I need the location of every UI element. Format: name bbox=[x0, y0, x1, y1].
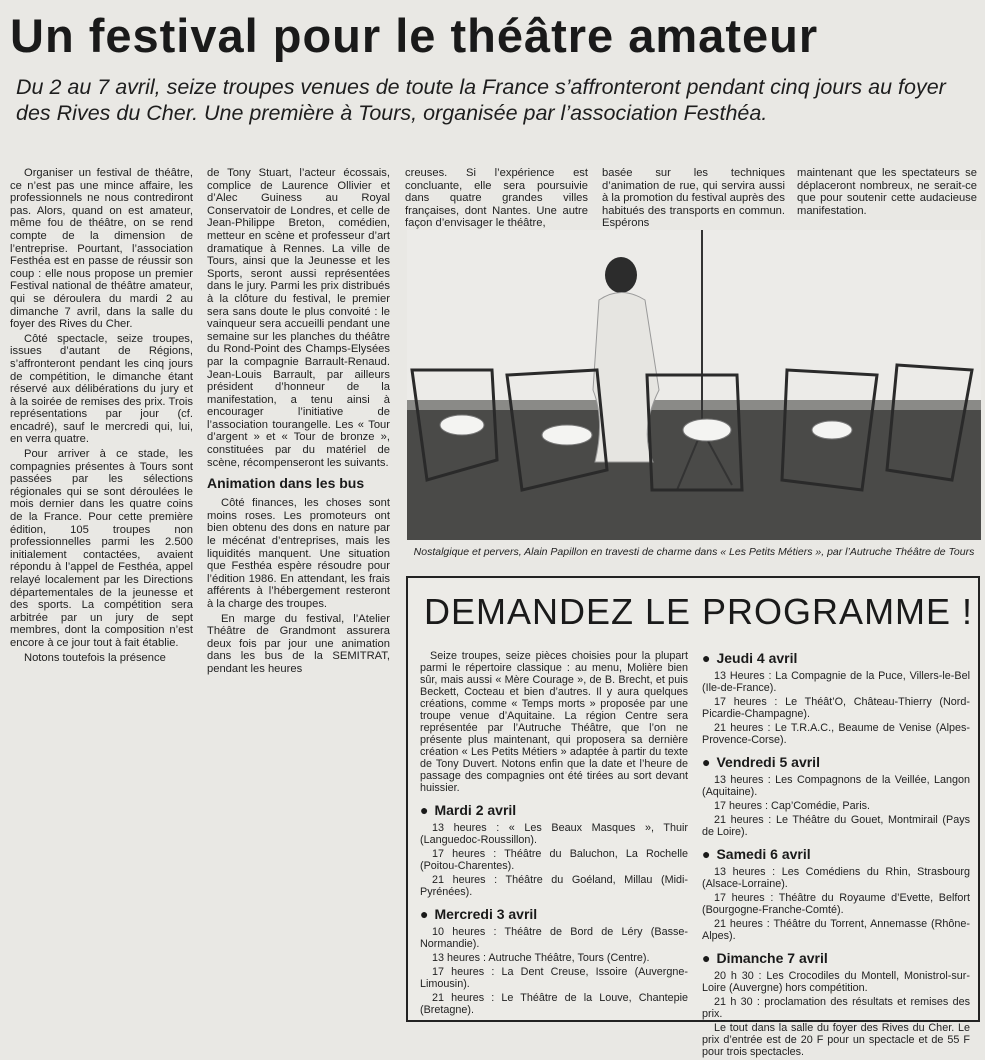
paragraph: Côté finances, les choses sont moins roses. Les promoteurs ont bien obtenu des dons en nature par le mécénat d’entreprises, mais les liquidités manquent. Une situation que Festhéa espère résoudre pour l’édition 1986. En attendant, les frais afférents à l’hébergement resteront à la charge des troupes. bbox=[207, 497, 390, 610]
schedule-slot: 10 heures : Théâtre de Bord de Léry (Basse-Normandie). bbox=[420, 926, 688, 950]
programme-column-right bbox=[702, 650, 970, 1060]
bullet-icon: ● bbox=[420, 906, 429, 922]
article-column-4 bbox=[602, 167, 785, 232]
schedule-slot: 13 heures : « Les Beaux Masques », Thuir (Languedoc-Roussillon). bbox=[420, 822, 688, 846]
schedule-slot: 13 heures : Les Comédiens du Rhin, Strasbourg (Alsace-Lorraine). bbox=[702, 866, 970, 890]
schedule-slot: 13 heures : Les Compagnons de la Veillée, Langon (Aquitaine). bbox=[702, 774, 970, 798]
day-label: Mardi 2 avril bbox=[434, 802, 517, 818]
programme-intro bbox=[420, 650, 688, 794]
article-column-3 bbox=[405, 167, 588, 232]
article-column-1 bbox=[10, 167, 193, 666]
schedule-slot: 21 heures : Théâtre du Goéland, Millau (Midi-Pyrénées). bbox=[420, 874, 688, 898]
paragraph: Organiser un festival de théâtre, ce n’est pas une mince affaire, les professionnels ne nous contrediront pas. Alors, quand on est amateur, même fou de théâtre, on se rend compte de la dimension de l’entreprise. Pourtant, l’association Festhéa est en passe de réussir son coup : elle nous propose un premier Festival national de théâtre amateur, qui se déroulera du mardi 2 au dimanche 7 avril, dans la salle du foyer des Rives du Cher. bbox=[10, 167, 193, 331]
day-label: Vendredi 5 avril bbox=[716, 754, 820, 770]
bullet-icon: ● bbox=[702, 846, 711, 862]
day-heading bbox=[420, 802, 688, 818]
stage-photo bbox=[407, 230, 981, 540]
paragraph: Pour arriver à ce stade, les compagnies présentes à Tours sont passées par les sélections régionales qui se sont déroulées le mois dernier dans les quatre coins de la France. Pour cette première édition, 105 troupes non professionnelles parmi les 2.500 initialement contactées, avaient répondu à l’appel de Festhéa, appel relayé localement par les Directions départementales de la jeunesse et des sports. La compétition sera arbitrée par un jury de sept membres, dont la composition n’est encore à ce jour tout à fait établie. bbox=[10, 448, 193, 649]
paragraph: creuses. Si l’expérience est concluante, elle sera poursuivie dans quatre grandes villes françaises, dont Nantes. Une autre façon d’envisager le théâtre, bbox=[405, 167, 588, 230]
day-heading bbox=[702, 754, 970, 770]
schedule-slot: 21 h 30 : proclamation des résultats et remises des prix. bbox=[702, 996, 970, 1020]
schedule-slot: 21 heures : Le Théâtre du Gouet, Montmirail (Pays de Loire). bbox=[702, 814, 970, 838]
schedule-slot: 21 heures : Le T.R.A.C., Beaume de Venise (Alpes-Provence-Corse). bbox=[702, 722, 970, 746]
article-column-5 bbox=[797, 167, 977, 219]
photo-caption: Nostalgique et pervers, Alain Papillon en travesti de charme dans « Les Petits Métiers », par l’Autruche Théâtre de Tours bbox=[413, 546, 975, 558]
day-label: Samedi 6 avril bbox=[716, 846, 811, 862]
day-label: Jeudi 4 avril bbox=[716, 650, 798, 666]
bullet-icon: ● bbox=[702, 754, 711, 770]
schedule-slot: 17 heures : Le Théât’O, Château-Thierry (Nord-Picardie-Champagne). bbox=[702, 696, 970, 720]
paragraph: Notons toutefois la présence bbox=[24, 651, 166, 664]
schedule-slot: 20 h 30 : Les Crocodiles du Montell, Monistrol-sur-Loire (Auvergne) hors compétition. bbox=[702, 970, 970, 994]
schedule-slot: 13 Heures : La Compagnie de la Puce, Villers-le-Bel (Ile-de-France). bbox=[702, 670, 970, 694]
schedule-slot: 17 heures : La Dent Creuse, Issoire (Auvergne-Limousin). bbox=[420, 966, 688, 990]
bullet-icon: ● bbox=[420, 802, 429, 818]
paragraph: Seize troupes, seize pièces choisies pour la plupart parmi le répertoire classique : au menu, Molière bien sûr, mais aussi « Mère Courage », de B. Brecht, et puis Beckett, Cocteau et bien d’autres. Il y aura quelques créations, comme « Temps morts » proposée par une troupe venue d’Aquitaine. La région Centre sera représentée par l’Autruche Théâtre, que l’on ne présente plus maintenant, qui proposera sa dernière création « Les Petits Métiers » adaptée à partir du texte de Tony Duvert. Notons enfin que la date et l’heure de passage des compagnies ont été tirées au sort devant huissier. bbox=[420, 650, 688, 794]
bullet-icon: ● bbox=[702, 950, 711, 966]
schedule-slot: 21 heures : Le Théâtre de la Louve, Chantepie (Bretagne). bbox=[420, 992, 688, 1016]
schedule-slot: 17 heures : Cap’Comédie, Paris. bbox=[714, 800, 871, 812]
day-heading bbox=[702, 846, 970, 862]
subheading: Animation dans les bus bbox=[207, 475, 365, 492]
programme-title: DEMANDEZ LE PROGRAMME ! bbox=[424, 591, 974, 632]
paragraph: de Tony Stuart, l’acteur écossais, complice de Laurence Ollivier et d’Alec Guiness au Royal Conservatoir de Londres, et celle de Jean-Philippe Breton, comédien, metteur en scène et professeur d’art dramatique à Rennes. La ville de Tours, ainsi que la Jeunesse et les Sports, seront aussi représentées dans le jury. Parmi les prix distribués à la clôture du festival, le premier sera sans doute le plus convoité : le vainqueur sera accueilli pendant une semaine sur les planches du théâtre du Rond-Point des Champs-Elysées par la compagnie Barrault-Renaud. Jean-Louis Barrault, par ailleurs président d’honneur de la manifestation, a tenu ainsi à encourager l’initiative de l’association tourangelle. Les « Tour d’argent » et « Tour de bronze », constituées par du matériel de scène, récompenseront les suivants. bbox=[207, 167, 390, 469]
schedule-slot: 13 heures : Autruche Théâtre, Tours (Centre). bbox=[432, 952, 650, 964]
day-heading bbox=[702, 950, 970, 966]
headline: Un festival pour le théâtre amateur bbox=[10, 9, 819, 62]
schedule-slot: 17 heures : Théâtre du Baluchon, La Rochelle (Poitou-Charentes). bbox=[420, 848, 688, 872]
paragraph: maintenant que les spectateurs se déplaceront nombreux, ne serait-ce que pour soutenir cette audacieuse manifestation. bbox=[797, 167, 977, 217]
paragraph: En marge du festival, l’Atelier Théâtre de Grandmont assurera deux fois par jour une animation dans les bus de la SEMITRAT, pendant les heures bbox=[207, 612, 390, 675]
programme-column-left bbox=[420, 650, 688, 1018]
paragraph: basée sur les techniques d’animation de rue, qui servira aussi à la promotion du festival auprès des habitués des transports en commun. Espérons bbox=[602, 167, 785, 230]
day-label: Mercredi 3 avril bbox=[434, 906, 538, 922]
day-heading bbox=[420, 906, 688, 922]
photo-illustration bbox=[407, 230, 981, 540]
schedule-slot: 21 heures : Théâtre du Torrent, Annemasse (Rhône-Alpes). bbox=[702, 918, 970, 942]
day-heading bbox=[702, 650, 970, 666]
programme-box bbox=[406, 576, 980, 1058]
schedule-slot: 17 heures : Théâtre du Royaume d’Evette, Belfort (Bourgogne-Franche-Comté). bbox=[702, 892, 970, 916]
article-column-2 bbox=[207, 167, 390, 678]
schedule-slot: Le tout dans la salle du foyer des Rives du Cher. Le prix d’entrée est de 20 F pour un spectacle et de 55 F pour trois spectacles. bbox=[702, 1022, 970, 1058]
standfirst: Du 2 au 7 avril, seize troupes venues de toute la France s’affronteront pendant cinq jours au foyer des Rives du Cher. Une première à Tours, organisée par l’association Festhéa. bbox=[16, 75, 946, 125]
day-label: Dimanche 7 avril bbox=[716, 950, 828, 966]
bullet-icon: ● bbox=[702, 650, 711, 666]
paragraph: Côté spectacle, seize troupes, issues d’autant de Régions, s’affronteront pendant les cinq jours de compétition, le dimanche étant réservé aux délibérations du jury et à la soirée de remises des prix. Trois représentations par jour (cf. encadré), sauf le mercredi qui, lui, en verra quatre. bbox=[10, 332, 193, 446]
